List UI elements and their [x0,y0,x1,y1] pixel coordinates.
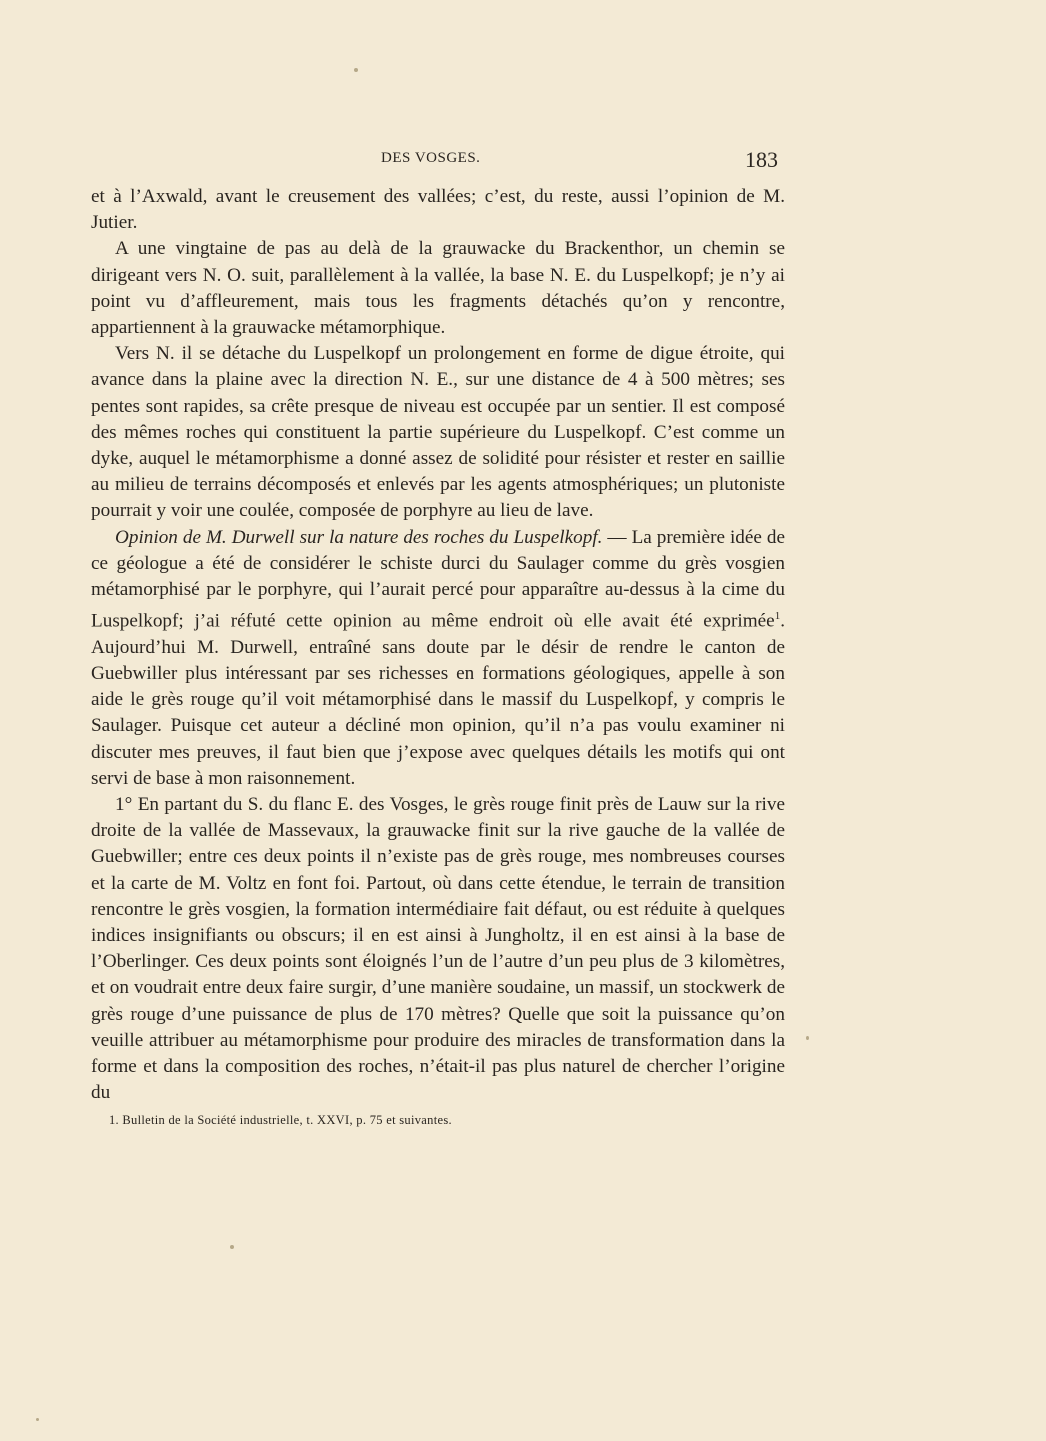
paper-speck [230,1245,234,1249]
paragraph: et à l’Axwald, avant le creusement des vallées; c’est, du reste, aussi l’opinion de M. Jutier. [91,186,785,234]
page [91,147,785,1129]
footnote-mark: 1 [774,610,781,623]
running-title: DES VOSGES. [381,150,481,166]
paragraph-durwell [91,525,785,792]
section-heading: Opinion de M. Durwell sur la nature des roches du Luspelkopf. [115,526,603,548]
paper-speck [354,68,358,72]
running-head [91,147,785,180]
paragraph: 1° En partant du S. du flanc E. des Vosges, le grès rouge finit près de Lauw sur la rive droite de la vallée de Massevaux, la grauwacke finit sur la rive gauche de la vallée de Guebwiller; entre ces deux points il n’existe pas de grès rouge, mes nombreuses courses et la carte de M. Voltz en font foi. Partout, où dans cette étendue, le terrain de transition rencontre le grès vosgien, la formation intermédiaire fait défaut, ou est réduite à quelques indices insignifiants ou obscurs; il en est ainsi à Jungholtz, il en est ainsi à la base de l’Oberlinger. Ces deux points sont éloignés l’un de l’autre d’un peu plus de 3 kilomètres, et on voudrait entre deux faire surgir, d’une manière soudaine, un massif, un stockwerk de grès rouge d’une puissance de plus de 170 mètres? Quelle que soit la puissance qu’on veuille attribuer au métamorphisme pour produire des miracles de transformation dans la forme et dans la composition des roches, n’était-il pas plus naturel de chercher l’origine du [91,794,785,1104]
paragraph: Vers N. il se détache du Luspelkopf un prolongement en forme de digue étroite, qui avance dans la plaine avec la direction N. E., sur une distance de 4 à 500 mètres; ses pentes sont rapides, sa crête presque de niveau est occupée par un sentier. Il est composé des mêmes roches qui constituent la partie supérieure du Luspelkopf. C’est comme un dyke, auquel le métamorphisme a donné assez de solidité pour résister et rester en saillie au milieu de terrains décomposés et enlevés par les agents atmosphériques; un plutoniste pourrait y voir une coulée, composée de porphyre au lieu de lave. [91,343,785,522]
paragraph: A une vingtaine de pas au delà de la grauwacke du Brackenthor, un chemin se dirigeant vers N. O. suit, parallèlement à la vallée, la base N. E. du Luspelkopf; je n’y ai point vu d’affleurement, mais tous les fragments détachés qu’on y rencontre, appartiennent à la grauwacke métamorphique. [91,238,785,339]
paper-speck [36,1418,39,1421]
paragraph-text: . Aujourd’hui M. Durwell, entraîné sans doute par le désir de rendre le canton de Guebwiller plus intéressant par ses richesses en formations géologiques, appelle à son aide le grès rouge qu’il voit métamorphisé dans le massif du Luspelkopf, y compris le Saulager. Puisque cet auteur a décliné mon opinion, qu’il n’a pas voulu examiner ni discuter mes preuves, il faut bien que j’expose avec quelques détails les motifs qui ont servi de base à mon raisonnement. [91,610,785,789]
body-text [91,184,785,1107]
footnote: 1. Bulletin de la Société industrielle, t. XXVI, p. 75 et suivantes. [109,1112,452,1127]
paragraph-text: — La première idée de ce géologue a été de considérer le schiste durci du Saulager comme du grès vosgien métamorphisé par le porphyre, qui l’aurait percé pour apparaître au-dessus à la cime du Luspelkopf; j’ai réfuté cette opinion au même endroit où elle avait été exprimée [91,526,785,632]
page-number: 183 [745,147,778,172]
paper-speck [806,1036,809,1040]
